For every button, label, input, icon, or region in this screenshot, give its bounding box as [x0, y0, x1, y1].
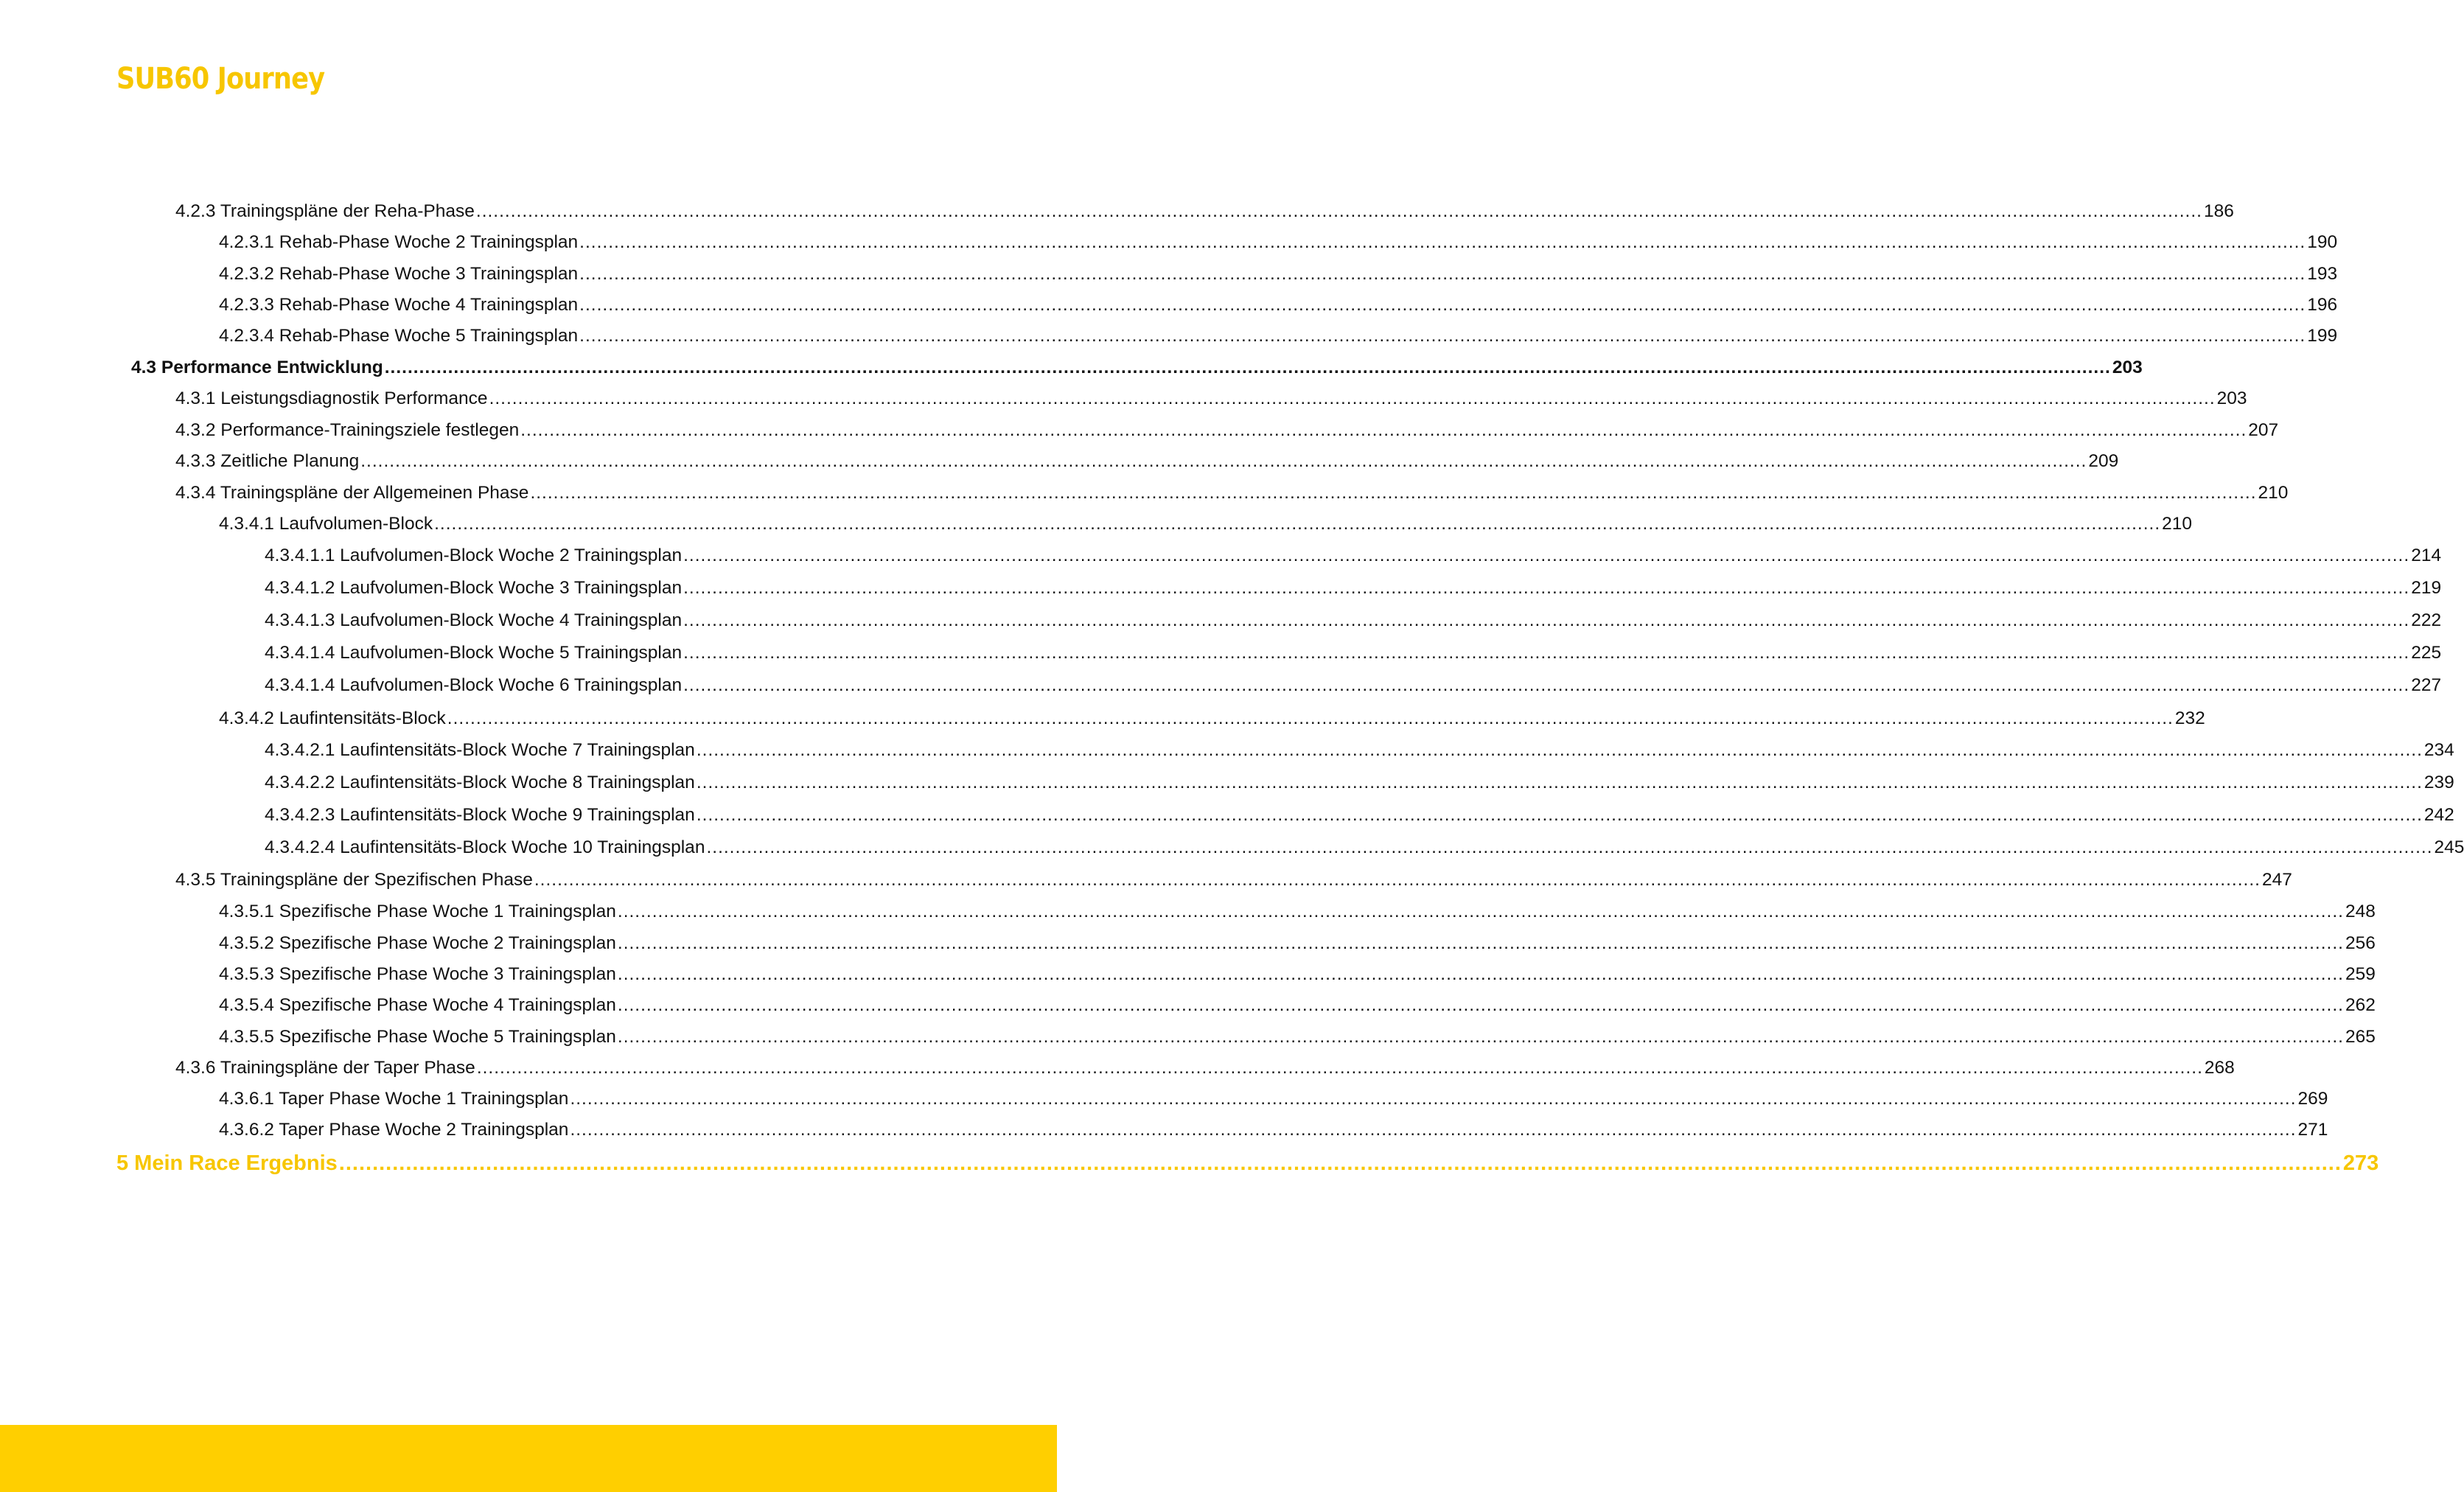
toc-leader-dots: ............................................................................................................................................................................................................................................................................................................ — [683, 578, 2410, 598]
toc-entry-page: 222 — [2411, 610, 2442, 630]
toc-entry[interactable] — [219, 1118, 2328, 1143]
toc-entry-page: 203 — [2112, 358, 2143, 377]
toc-entry-label: 4.3.4.2.2 Laufintensitäts-Block Woche 8 Trainingsplan — [265, 773, 695, 792]
toc-entry-page: 259 — [2345, 964, 2376, 984]
toc-entry-page: 196 — [2307, 295, 2338, 315]
toc-entry[interactable] — [265, 673, 2442, 698]
toc-leader-dots: ............................................................................................................................................................................................................................................................................................................ — [434, 514, 2161, 534]
toc-entry-page: 262 — [2345, 995, 2376, 1015]
toc-leader-dots: ............................................................................................................................................................................................................................................................................................................ — [683, 610, 2410, 630]
toc-entry-label: 5 Mein Race Ergebnis — [116, 1151, 338, 1175]
toc-entry-label: 4.3.4.2 Laufintensitäts-Block — [219, 708, 446, 728]
toc-entry-page: 207 — [2248, 420, 2279, 440]
toc-leader-dots: ............................................................................................................................................................................................................................................................................................................ — [384, 358, 2111, 377]
toc-leader-dots: ............................................................................................................................................................................................................................................................................................................ — [683, 675, 2410, 695]
toc-leader-dots: ............................................................................................................................................................................................................................................................................................................ — [489, 388, 2216, 408]
toc-entry[interactable] — [219, 931, 2376, 956]
toc-entry-label: 4.2.3.1 Rehab-Phase Woche 2 Trainingsplan — [219, 232, 579, 252]
toc-entry-page: 232 — [2174, 708, 2205, 728]
toc-leader-dots: ............................................................................................................................................................................................................................................................................................................ — [520, 420, 2247, 440]
toc-entry-label: 4.3.4.2.3 Laufintensitäts-Block Woche 9 Trainingsplan — [265, 805, 695, 825]
toc-entry[interactable] — [265, 835, 2464, 860]
document-brand-title: SUB60 Journey — [116, 62, 325, 96]
toc-entry[interactable] — [219, 293, 2338, 318]
toc-entry[interactable] — [219, 1087, 2328, 1112]
toc-leader-dots: ............................................................................................................................................................................................................................................................................................................ — [696, 773, 2423, 792]
toc-leader-dots: ............................................................................................................................................................................................................................................................................................................ — [579, 326, 2306, 346]
toc-entry[interactable] — [219, 512, 2193, 537]
toc-leader-dots: ............................................................................................................................................................................................................................................................................................................ — [534, 870, 2261, 890]
toc-entry[interactable] — [131, 355, 2143, 380]
toc-leader-dots: ............................................................................................................................................................................................................................................................................................................ — [617, 1027, 2344, 1047]
toc-entry[interactable] — [219, 1025, 2376, 1050]
toc-entry-page: 265 — [2345, 1027, 2376, 1047]
toc-entry[interactable] — [219, 706, 2205, 731]
toc-leader-dots: ............................................................................................................................................................................................................................................................................................................ — [617, 902, 2344, 921]
toc-entry[interactable] — [175, 386, 2247, 411]
toc-leader-dots: ............................................................................................................................................................................................................................................................................................................ — [579, 232, 2306, 252]
toc-leader-dots: ............................................................................................................................................................................................................................................................................................................ — [475, 201, 2202, 221]
toc-entry-page: 214 — [2411, 545, 2442, 565]
toc-entry[interactable] — [265, 576, 2442, 601]
toc-entry-label: 4.3.4 Trainingspläne der Allgemeinen Phase — [175, 483, 529, 503]
toc-entry-label: 4.3.4.1.4 Laufvolumen-Block Woche 6 Trainingsplan — [265, 675, 683, 695]
toc-entry-label: 4.3.4.1 Laufvolumen-Block — [219, 514, 433, 534]
toc-entry-label: 4.2.3 Trainingspläne der Reha-Phase — [175, 201, 475, 221]
toc-entry-label: 4.3.6 Trainingspläne der Taper Phase — [175, 1058, 475, 1078]
toc-leader-dots: ............................................................................................................................................................................................................................................................................................................ — [579, 264, 2306, 284]
toc-entry-label: 4.3.5.1 Spezifische Phase Woche 1 Trainingsplan — [219, 902, 616, 921]
toc-entry-label: 4.3 Performance Entwicklung — [131, 358, 383, 377]
toc-entry[interactable] — [265, 803, 2454, 828]
toc-entry[interactable] — [219, 962, 2376, 987]
toc-entry[interactable] — [219, 899, 2376, 924]
toc-entry-page: 190 — [2307, 232, 2338, 252]
toc-entry-label: 4.3.5 Trainingspläne der Spezifischen Phase — [175, 870, 533, 890]
toc-leader-dots: ............................................................................................................................................................................................................................................................................................................ — [570, 1089, 2297, 1109]
toc-entry-label: 4.3.2 Performance-Trainingsziele festlegen — [175, 420, 520, 440]
toc-leader-dots: ............................................................................................................................................................................................................................................................................................................ — [696, 805, 2423, 825]
toc-entry-page: 227 — [2411, 675, 2442, 695]
toc-entry-page: 239 — [2423, 773, 2454, 792]
toc-entry-page: 271 — [2297, 1120, 2328, 1140]
toc-leader-dots: ............................................................................................................................................................................................................................................................................................................ — [476, 1058, 2203, 1078]
toc-leader-dots: ............................................................................................................................................................................................................................................................................................................ — [706, 837, 2433, 857]
toc-entry-page: 234 — [2423, 740, 2454, 760]
toc-entry-label: 4.3.4.1.4 Laufvolumen-Block Woche 5 Trainingsplan — [265, 643, 683, 663]
toc-entry[interactable] — [265, 641, 2442, 666]
toc-entry-page: 209 — [2088, 451, 2119, 471]
toc-entry[interactable] — [175, 199, 2234, 224]
toc-entry-label: 4.3.4.1.3 Laufvolumen-Block Woche 4 Trainingsplan — [265, 610, 683, 630]
toc-entry[interactable] — [265, 770, 2454, 795]
toc-entry-label: 4.3.4.1.1 Laufvolumen-Block Woche 2 Trainingsplan — [265, 545, 683, 565]
toc-entry-label: 4.3.5.5 Spezifische Phase Woche 5 Trainingsplan — [219, 1027, 616, 1047]
toc-leader-dots: ............................................................................................................................................................................................................................................................................................................ — [683, 545, 2410, 565]
toc-entry[interactable] — [265, 738, 2454, 763]
toc-entry-label: 4.3.4.2.1 Laufintensitäts-Block Woche 7 Trainingsplan — [265, 740, 695, 760]
toc-entry-page: 245 — [2434, 837, 2464, 857]
toc-leader-dots: ............................................................................................................................................................................................................................................................................................................ — [579, 295, 2306, 315]
toc-entry-page: 268 — [2204, 1058, 2235, 1078]
toc-leader-dots: ............................................................................................................................................................................................................................................................................................................ — [360, 451, 2087, 471]
toc-entry-page: 225 — [2411, 643, 2442, 663]
toc-entry-label: 4.3.4.1.2 Laufvolumen-Block Woche 3 Trainingsplan — [265, 578, 683, 598]
toc-leader-dots: ............................................................................................................................................................................................................................................................................................................ — [530, 483, 2257, 503]
toc-entry[interactable] — [219, 262, 2338, 287]
toc-entry-label: 4.3.5.3 Spezifische Phase Woche 3 Trainingsplan — [219, 964, 616, 984]
toc-entry-page: 210 — [2258, 483, 2289, 503]
toc-entry-label: 4.3.6.2 Taper Phase Woche 2 Trainingsplan — [219, 1120, 569, 1140]
toc-entry-label: 4.3.3 Zeitliche Planung — [175, 451, 360, 471]
toc-leader-dots: ............................................................................................................................................................................................................................................................................................................ — [617, 933, 2344, 953]
toc-entry-label: 4.3.4.2.4 Laufintensitäts-Block Woche 10 Trainingsplan — [265, 837, 705, 857]
toc-entry[interactable] — [219, 324, 2338, 349]
toc-leader-dots: ............................................................................................................................................................................................................................................................................................................ — [617, 964, 2344, 984]
footer-bar — [0, 1425, 1057, 1492]
toc-entry-page: 203 — [2216, 388, 2247, 408]
toc-entry-label: 4.2.3.2 Rehab-Phase Woche 3 Trainingsplan — [219, 264, 579, 284]
toc-entry-label: 4.3.1 Leistungsdiagnostik Performance — [175, 388, 488, 408]
toc-entry-label: 4.2.3.3 Rehab-Phase Woche 4 Trainingsplan — [219, 295, 579, 315]
toc-leader-dots: ............................................................................................................................................................................................................................................................................................................ — [447, 708, 2174, 728]
toc-leader-dots: ............................................................................................................................................................................................................................................................................................................ — [570, 1120, 2297, 1140]
toc-leader-dots: ............................................................................................................................................................................................................................................................................................................ — [617, 995, 2344, 1015]
toc-entry-page: 186 — [2203, 201, 2234, 221]
toc-entry-page: 247 — [2261, 870, 2292, 890]
toc-entry-page: 210 — [2162, 514, 2193, 534]
toc-entry[interactable] — [219, 993, 2376, 1018]
toc-entry[interactable] — [265, 608, 2442, 633]
toc-entry[interactable] — [175, 418, 2279, 443]
toc-entry[interactable] — [175, 1056, 2235, 1081]
toc-entry-page: 219 — [2411, 578, 2442, 598]
toc-entry-page: 256 — [2345, 933, 2376, 953]
toc-entry[interactable] — [175, 868, 2292, 893]
toc-entry[interactable] — [175, 481, 2289, 506]
toc-entry-page: 273 — [2342, 1151, 2379, 1175]
toc-chapter-entry[interactable] — [116, 1148, 2379, 1178]
toc-entry-page: 269 — [2297, 1089, 2328, 1109]
toc-entry[interactable] — [175, 449, 2119, 474]
toc-entry-label: 4.3.6.1 Taper Phase Woche 1 Trainingsplan — [219, 1089, 569, 1109]
toc-entry-page: 199 — [2307, 326, 2338, 346]
toc-entry-page: 242 — [2423, 805, 2454, 825]
toc-entry[interactable] — [219, 230, 2338, 255]
toc-leader-dots: ............................................................................................................................................................................................................................................................................................................ — [338, 1151, 2342, 1175]
toc-leader-dots: ............................................................................................................................................................................................................................................................................................................ — [683, 643, 2410, 663]
toc-entry-label: 4.3.5.2 Spezifische Phase Woche 2 Trainingsplan — [219, 933, 616, 953]
toc-entry-page: 193 — [2307, 264, 2338, 284]
toc-entry[interactable] — [265, 543, 2442, 568]
toc-entry-label: 4.3.5.4 Spezifische Phase Woche 4 Trainingsplan — [219, 995, 616, 1015]
toc-leader-dots: ............................................................................................................................................................................................................................................................................................................ — [696, 740, 2423, 760]
toc-entry-page: 248 — [2345, 902, 2376, 921]
toc-entry-label: 4.2.3.4 Rehab-Phase Woche 5 Trainingsplan — [219, 326, 579, 346]
